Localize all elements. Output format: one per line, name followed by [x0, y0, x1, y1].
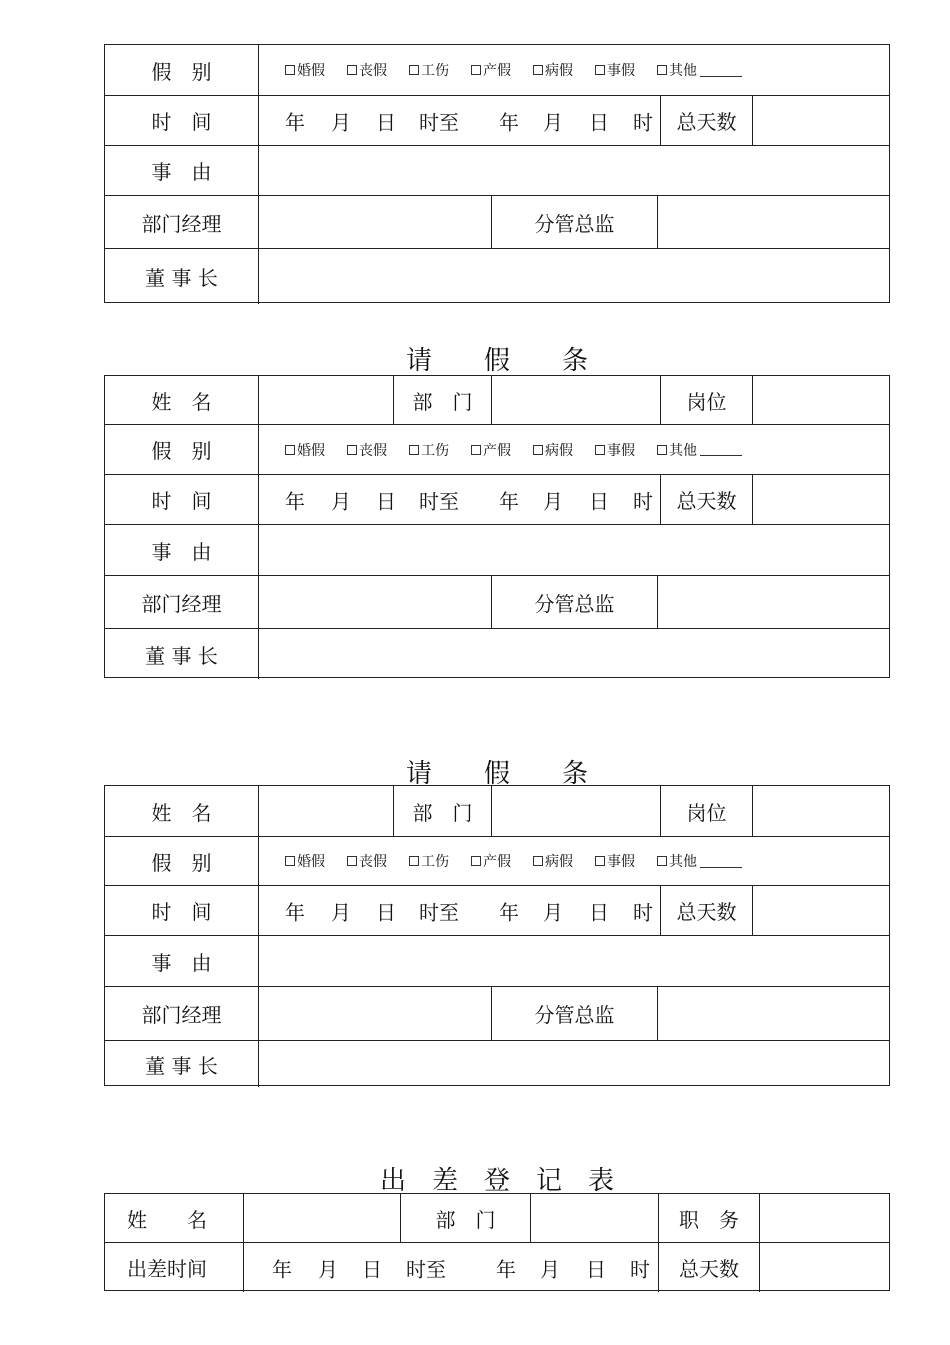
trip-duty-label: 职 务: [658, 1194, 759, 1242]
leave-options: [259, 440, 764, 460]
date-part-label: 时至: [419, 900, 459, 924]
leave-option-label: 事假: [607, 442, 635, 459]
checkbox[interactable]: [533, 856, 543, 866]
date-parts: [259, 96, 660, 145]
dept-manager-label: 部门经理: [141, 211, 222, 236]
date-part-label: 时至: [419, 489, 459, 513]
checkbox[interactable]: [657, 65, 667, 75]
total-days-label: 总天数: [660, 475, 752, 524]
checkbox[interactable]: [409, 445, 419, 455]
checkbox[interactable]: [409, 65, 419, 75]
leave-type-label: 假 别: [151, 59, 212, 84]
name-field[interactable]: [258, 376, 393, 424]
other-blank-line[interactable]: [700, 64, 742, 77]
leave-option-label: 工伤: [421, 442, 449, 459]
leave-option[interactable]: [471, 851, 511, 871]
director-field[interactable]: [657, 196, 889, 248]
chairman-field[interactable]: [258, 1041, 889, 1087]
checkbox[interactable]: [347, 445, 357, 455]
date-parts: [244, 1243, 658, 1292]
chairman-row: [105, 1040, 889, 1087]
approval-row: [105, 986, 889, 1040]
checkbox[interactable]: [409, 856, 419, 866]
date-part-label: 日: [589, 900, 609, 924]
checkbox[interactable]: [347, 65, 357, 75]
date-part-label: 年: [272, 1257, 292, 1281]
checkbox[interactable]: [595, 445, 605, 455]
leave-type-label: 假 别: [151, 850, 212, 875]
leave-option-label: 病假: [545, 854, 573, 870]
date-part-label: 月: [540, 1257, 560, 1281]
post-label: 岗位: [660, 786, 752, 836]
form-title: 请 假 条: [405, 759, 588, 789]
leave-option[interactable]: [285, 60, 325, 80]
dept-label: 部 门: [393, 786, 491, 836]
total-days-label: 总天数: [660, 96, 752, 145]
date-part-label: 年: [285, 900, 305, 924]
date-part-label: 年: [285, 489, 305, 513]
approval-row: [105, 575, 889, 628]
leave-option[interactable]: [595, 851, 635, 871]
other-blank-line[interactable]: [700, 443, 742, 456]
leave-option-label: 婚假: [297, 854, 325, 870]
leave-option[interactable]: [347, 440, 387, 460]
reason-field[interactable]: [258, 525, 889, 575]
trip-time-label: 出差时间: [127, 1257, 207, 1281]
reason-label: 事 由: [151, 539, 212, 564]
leave-option[interactable]: [595, 440, 635, 460]
director-label: 分管总监: [491, 987, 657, 1040]
date-part-label: 年: [499, 489, 519, 513]
leave-option-label: 产假: [483, 442, 511, 459]
reason-label: 事 由: [151, 160, 212, 184]
leave-option[interactable]: [657, 851, 742, 871]
leave-option[interactable]: [595, 60, 635, 80]
date-part-label: 年: [499, 110, 519, 134]
date-part-label: 日: [589, 110, 609, 134]
checkbox[interactable]: [471, 65, 481, 75]
post-field[interactable]: [752, 376, 889, 424]
trip-name-field[interactable]: [243, 1194, 400, 1242]
trip-time-row: [105, 1242, 889, 1292]
checkbox[interactable]: [285, 856, 295, 866]
leave-option-label: 产假: [483, 63, 511, 79]
date-part-label: 时: [633, 110, 653, 134]
leave-type-options: [258, 837, 889, 885]
dept-manager-label: 部门经理: [141, 591, 222, 616]
leave-form-3: [104, 785, 890, 1086]
approval-row: [105, 195, 889, 248]
trip-title: 出 差 登 记 表: [379, 1166, 614, 1196]
date-part-label: 年: [499, 900, 519, 924]
reason-row: [105, 145, 889, 195]
checkbox[interactable]: [657, 856, 667, 866]
leave-type-row: [105, 836, 889, 885]
checkbox[interactable]: [533, 445, 543, 455]
trip-dept-label: 部 门: [400, 1194, 530, 1242]
time-label: 时 间: [151, 489, 212, 513]
leave-option[interactable]: [471, 440, 511, 460]
leave-option[interactable]: [471, 60, 511, 80]
leave-option[interactable]: [347, 851, 387, 871]
date-parts: [259, 475, 660, 524]
checkbox[interactable]: [471, 445, 481, 455]
time-row: [105, 474, 889, 524]
time-label: 时 间: [151, 900, 212, 924]
leave-type-options: [258, 425, 889, 474]
trip-form: [104, 1193, 890, 1291]
leave-option-label: 丧假: [359, 442, 387, 459]
leave-option-label: 其他: [669, 442, 697, 459]
leave-option[interactable]: [347, 60, 387, 80]
chairman-label: 董 事 长: [145, 1053, 218, 1078]
leave-option[interactable]: [409, 60, 449, 80]
checkbox[interactable]: [285, 65, 295, 75]
date-part-label: 月: [331, 489, 351, 513]
total-days-field[interactable]: [752, 475, 889, 524]
date-part-label: 月: [543, 110, 563, 134]
total-days-label: 总天数: [658, 1243, 759, 1292]
date-part-label: 时至: [419, 110, 459, 134]
time-label: 时 间: [151, 110, 212, 134]
date-part-label: 日: [586, 1257, 606, 1281]
form-title: 请 假 条: [405, 346, 588, 376]
leave-form-1: [104, 44, 890, 303]
date-part-label: 月: [318, 1257, 338, 1281]
leave-option-label: 事假: [607, 854, 635, 870]
director-label: 分管总监: [491, 576, 657, 628]
trip-dept-field[interactable]: [530, 1194, 658, 1242]
leave-type-options: [258, 45, 889, 95]
checkbox[interactable]: [347, 856, 357, 866]
date-part-label: 日: [589, 489, 609, 513]
time-row: [105, 95, 889, 145]
name-field[interactable]: [258, 786, 393, 836]
checkbox[interactable]: [285, 445, 295, 455]
dept-manager-label: 部门经理: [141, 1003, 222, 1027]
trip-name-label: 姓 名: [127, 1207, 207, 1232]
chairman-label: 董 事 长: [145, 266, 218, 290]
name-label: 姓 名: [151, 389, 212, 414]
date-part-label: 月: [543, 900, 563, 924]
date-part-label: 日: [376, 489, 396, 513]
reason-row: [105, 935, 889, 986]
post-field[interactable]: [752, 786, 889, 836]
date-part-label: 年: [496, 1257, 516, 1281]
date-part-label: 时至: [406, 1257, 446, 1281]
leave-option[interactable]: [285, 851, 325, 871]
director-field[interactable]: [657, 576, 889, 628]
checkbox[interactable]: [595, 856, 605, 866]
director-field[interactable]: [657, 987, 889, 1040]
dept-label: 部 门: [393, 376, 491, 424]
total-days-field[interactable]: [759, 1243, 889, 1292]
checkbox[interactable]: [595, 65, 605, 75]
date-part-label: 时: [633, 489, 653, 513]
leave-option-label: 其他: [669, 854, 697, 870]
total-days-field[interactable]: [752, 96, 889, 145]
trip-duty-field[interactable]: [759, 1194, 889, 1242]
leave-type-label: 假 别: [151, 439, 212, 463]
name-label: 姓 名: [151, 800, 212, 825]
name-row: [105, 786, 889, 836]
leave-option[interactable]: [657, 440, 742, 460]
leave-option-label: 其他: [669, 63, 697, 79]
other-blank-line[interactable]: [700, 855, 742, 868]
leave-option-label: 产假: [483, 854, 511, 870]
date-parts: [259, 886, 660, 935]
dept-manager-field[interactable]: [258, 196, 491, 248]
director-label: 分管总监: [491, 196, 657, 248]
leave-option-label: 事假: [607, 63, 635, 79]
total-days-field[interactable]: [752, 886, 889, 935]
dept-manager-field[interactable]: [258, 576, 491, 628]
chairman-field[interactable]: [258, 629, 889, 679]
chairman-row: [105, 248, 889, 304]
leave-option[interactable]: [409, 440, 449, 460]
chairman-row: [105, 628, 889, 679]
reason-field[interactable]: [258, 146, 889, 195]
time-field[interactable]: [258, 96, 660, 145]
dept-field[interactable]: [491, 786, 660, 836]
checkbox[interactable]: [657, 445, 667, 455]
leave-type-row: [105, 45, 889, 95]
leave-options: [259, 851, 764, 871]
total-days-label: 总天数: [660, 886, 752, 935]
leave-form-2: [104, 375, 890, 678]
date-part-label: 时: [633, 900, 653, 924]
time-field[interactable]: [258, 886, 660, 935]
checkbox[interactable]: [533, 65, 543, 75]
checkbox[interactable]: [471, 856, 481, 866]
leave-option-label: 婚假: [297, 63, 325, 79]
dept-manager-field[interactable]: [258, 987, 491, 1040]
leave-option-label: 病假: [545, 442, 573, 459]
date-part-label: 月: [331, 110, 351, 134]
trip-name-row: [105, 1194, 889, 1242]
leave-option-label: 病假: [545, 63, 573, 79]
time-row: [105, 885, 889, 935]
leave-option-label: 工伤: [421, 63, 449, 79]
time-field[interactable]: [258, 475, 660, 524]
leave-option-label: 丧假: [359, 63, 387, 79]
trip-time-field[interactable]: [243, 1243, 658, 1292]
date-part-label: 月: [543, 489, 563, 513]
name-row: [105, 376, 889, 424]
reason-field[interactable]: [258, 936, 889, 986]
leave-option[interactable]: [285, 440, 325, 460]
leave-option-label: 工伤: [421, 854, 449, 870]
date-part-label: 时: [630, 1257, 650, 1281]
reason-row: [105, 524, 889, 575]
post-label: 岗位: [660, 376, 752, 424]
leave-options: [259, 60, 764, 80]
date-part-label: 日: [376, 110, 396, 134]
chairman-field[interactable]: [258, 249, 889, 304]
date-part-label: 月: [331, 900, 351, 924]
leave-option[interactable]: [533, 440, 573, 460]
dept-field[interactable]: [491, 376, 660, 424]
leave-type-row: [105, 424, 889, 474]
leave-option[interactable]: [409, 851, 449, 871]
date-part-label: 日: [362, 1257, 382, 1281]
date-part-label: 年: [285, 110, 305, 134]
leave-option[interactable]: [533, 851, 573, 871]
leave-option[interactable]: [657, 60, 742, 80]
leave-option-label: 婚假: [297, 442, 325, 459]
chairman-label: 董 事 长: [145, 643, 218, 668]
date-part-label: 日: [376, 900, 396, 924]
reason-label: 事 由: [151, 950, 212, 975]
leave-option-label: 丧假: [359, 854, 387, 870]
leave-option[interactable]: [533, 60, 573, 80]
